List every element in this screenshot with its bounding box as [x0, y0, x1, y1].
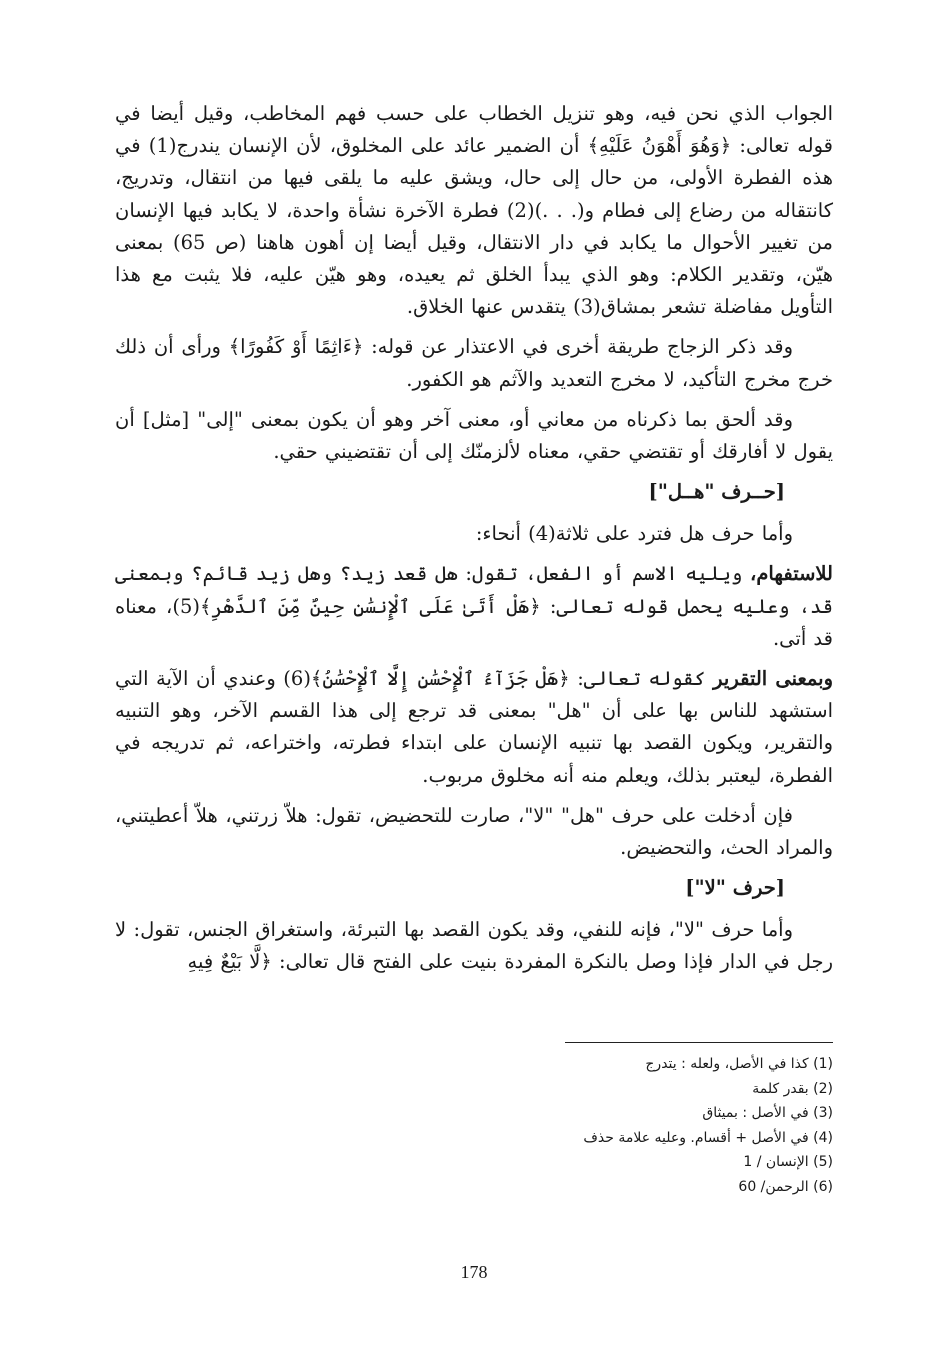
- page-number: 178: [460, 1262, 488, 1282]
- paragraph: وقد ألحق بما ذكرناه من معاني أو، معنى آخر وهو أن يكون بمعنى "إلى" [مثل] أن يقول لا أفارقك أو تقتضي حقي، معناه لألزمنّك إلى أن تقتضيني حقي.: [115, 407, 833, 464]
- paragraph: وأما حرف هل فترد على ثلاثة(4) أنحاء:: [475, 522, 793, 546]
- paragraph: الجواب الذي نحن فيه، وهو تنزيل الخطاب على حسب فهم المخاطب، وقيل أيضا في قوله تعالى: ﴿وَهُوَ أَهْوَنُ عَلَيْهِ﴾ أن الضمير عائد على المخلوق، لأن الإنسان يندرج(1) في هذه الفطرة الأولى، من حال إلى حال، ويشق عليه ما يلقى فيها من انتقال، وتدريج، كانتقاله من رضاع إلى فطام و(. . .)(2) فطرة الآخرة نشأة واحدة، لا يكابد فيها الإنسان من تغيير الأحوال ما يكابد في دار الانتقال، وقيل أيضا إن أهون هاهنا (ص 65) بمعنى هيّن، وتقدير الكلام: وهو الذي يبدأ الخلق ثم يعيده، وهو هيّن عليه، فلا يثبت مع هذا التأويل مفاضلة تشعر بمشاق(3) يتقدس عنها الخلاق.: [115, 102, 834, 319]
- paragraph: [115, 558, 833, 655]
- footnote: (4) في الأصل + أقسام. وعليه علامة حذف: [583, 1129, 833, 1146]
- paragraph-text: ويليه الاسم أو الفعل، تقول: هل قعد زيد؟ وهل زيد قائم؟ وبمعنى قد، وعليه يحمل قوله تعالى: ﴿هَلْ أَتَىٰ عَلَى ٱلْإِنسَٰنِ حِينٌ مِّنَ ٱلدَّهْرِ﴾(5)، معناه قد أتى.: [115, 562, 833, 650]
- paragraph: فإن أدخلت على حرف "هل" "لا"، صارت للتحضيض، تقول: هلاّ زرتني، هلاّ أعطيتني، والمراد الحث، والتحضيض.: [115, 803, 833, 860]
- footnote: (5) الإنسان / 1: [743, 1154, 833, 1170]
- paragraph-lead: للاستفهام،: [750, 562, 833, 586]
- section-heading-la: [حرف "لا"]: [685, 876, 785, 900]
- footnote: (6) الرحمن/ 60: [738, 1178, 833, 1195]
- footnote: (2) بقدر كلمة: [752, 1080, 833, 1097]
- footnote: (3) في الأصل : بميثاق: [702, 1105, 833, 1121]
- paragraph: وقد ذكر الزجاج طريقة أخرى في الاعتذار عن قوله: ﴿ءَاثِمًا أَوْ كَفُورًا﴾ ورأى أن ذلك خرج مخرج التأكيد، لا مخرج التعديد والآثم هو الكفور.: [115, 335, 833, 391]
- paragraph-lead: وبمعنى التقرير: [713, 667, 833, 691]
- footnotes: [473, 1052, 833, 1199]
- paragraph: وأما حرف "لا"، فإنه للنفي، وقد يكون القصد بها التبرئة، واستغراق الجنس، تقول: لا رجل في الدار فإذا وصل بالنكرة المفردة بنيت على الفتح قال تعالى: ﴿لَّا بَيْعٌ فِيهِ: [115, 918, 833, 974]
- paragraph-text: كقوله تعالى: ﴿هَلْ جَزَآءُ ٱلْإِحْسَٰنِ إِلَّا ٱلْإِحْسَٰنُ﴾(6) وعندي أن الآية التي استشهد للناس بها على أن "هل" بمعنى قد ترجع إلى هذا القسم الآخر، وهو التنبيه والتقرير، ويكون القصد بها تنبيه الإنسان على ابتداء فطرته، واختراعه، ثم تدريجه في الفطرة، ليعتبر بذلك، ويعلم منه أنه مخلوق مربوب.: [115, 667, 833, 787]
- footnote: (1) كذا في الأصل، ولعله : يتدرج: [645, 1056, 833, 1072]
- page-body: [115, 98, 833, 987]
- section-heading-hal: [حــرف "هــل"]: [648, 480, 785, 504]
- paragraph: [115, 663, 833, 792]
- footnote-separator: [565, 1042, 833, 1043]
